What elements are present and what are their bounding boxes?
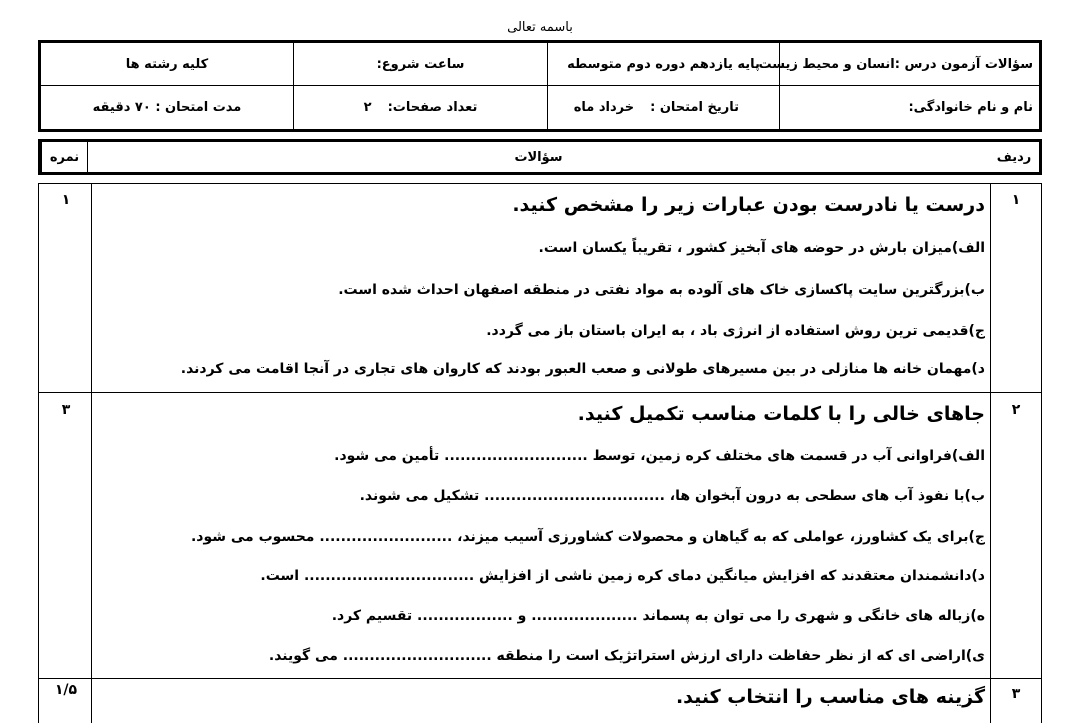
question-score: ۱ [61,192,71,208]
question-item: ج)برای یک کشاورز، عواملی که به گیاهان و محصولات کشاورزی آسیب میزند، ......................... محسوب می شود. [190,529,985,545]
question-item: ه)زباله های خانگی و شهری را می توان به پسماند .................... و .................. تقسیم کرد. [331,608,985,624]
grade-cell: پایه یازدهم دوره دوم متوسطه [547,43,779,86]
exam-date-label: تاریخ امتحان : [650,100,739,115]
exam-header-table [38,40,1042,132]
score-column-header: نمره [41,142,87,172]
pages-label: تعداد صفحات: [387,100,478,115]
student-name-cell: نام و نام خانوادگی: [779,86,1039,129]
question-separator [39,392,1041,393]
pages-cell [293,86,547,129]
question-item: ج)قدیمی ترین روش استفاده از انرژی باد ، به ایران باستان باز می گردد. [486,323,985,339]
score-divider-line [91,184,92,723]
question-item: د)دانشمندان معتقدند که افزایش میانگین دمای کره زمین ناشی از افزایش ................................ است. [260,568,985,584]
bismillah-heading: باسمه تعالی [507,20,573,35]
question-item: ب)بزرگترین سایت پاکسازی خاک های آلوده به مواد نفتی در منطقه اصفهان احداث شده است. [338,282,985,298]
question-item: ی)اراضی ای که از نظر حفاظت دارای ارزش استراتژیک است را منطقه ............................ می گویند. [268,648,985,664]
exam-date-value: خرداد ماه [573,100,635,115]
subject-label: سؤالات آزمون درس : [894,56,1033,72]
questions-column-header: سؤالات [87,142,989,172]
pages-value: ۲ [363,100,372,115]
question-item: الف)میزان بارش در حوضه های آبخیز کشور ، تقریباً یکسان است. [538,240,985,256]
subject-value: انسان و محیط زیست [758,56,895,72]
questions-table [38,183,1042,723]
question-score: ۱/۵ [54,682,78,698]
question-item: الف)فراوانی آب در قسمت های مختلف کره زمین، توسط ........................... تأمین می شود. [334,448,985,464]
row-divider-line [990,184,991,723]
exam-date-cell [547,86,779,129]
question-item: ب)با نفوذ آب های سطحی به درون آبخوان ها، .................................. تشکیل می شوند. [359,488,985,504]
fields-cell: کلیه رشته ها [41,43,293,86]
question-number: ۳ [1011,686,1021,702]
question-number: ۱ [1011,192,1021,208]
question-title: جاهای خالی را با کلمات مناسب تکمیل کنید. [577,403,985,425]
row-column-header: ردیف [996,149,1032,165]
duration-cell: مدت امتحان : ۷۰ دقیقه [92,100,242,115]
subject-cell [758,43,1039,86]
column-header-row [38,139,1042,175]
question-title: گزینه های مناسب را انتخاب کنید. [675,686,985,708]
question-score: ۳ [61,402,71,418]
question-number: ۲ [1011,402,1021,418]
question-title: درست یا نادرست بودن عبارات زیر را مشخص کنید. [512,194,985,216]
question-separator [39,678,1041,679]
start-time-cell: ساعت شروع: [293,43,547,86]
question-item: د)مهمان خانه ها منازلی در بین مسیرهای طولانی و صعب العبور بودند که کاروان های تجاری در آنجا اقامت می کردند. [180,361,985,377]
